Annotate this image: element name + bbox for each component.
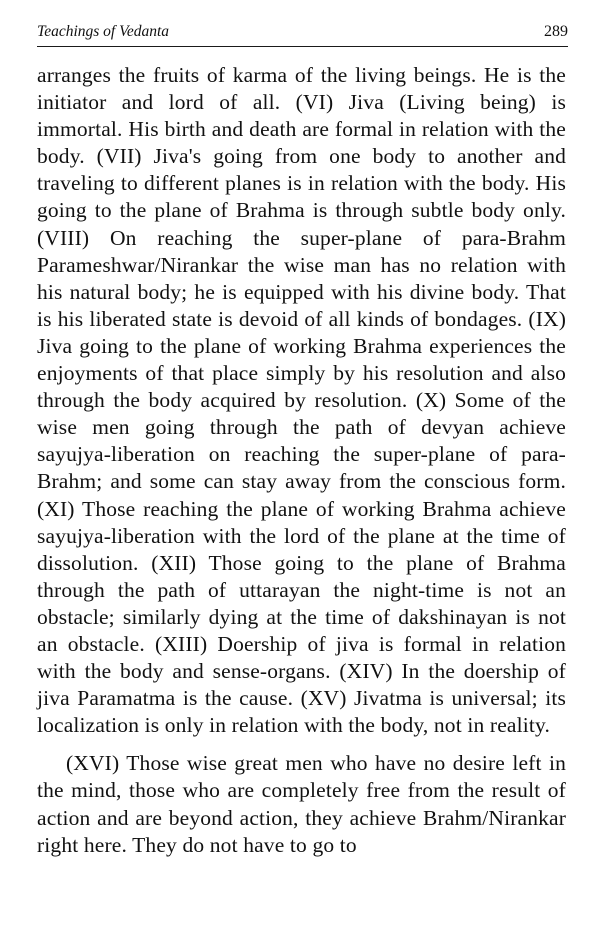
running-title: Teachings of Vedanta [37, 23, 170, 40]
paragraph: (XVI) Those wise great men who have no desire left in the mind, those who are completely free from the result of action and are beyond action, they achieve Brahm/Nirankar right here. They do not have to go to [37, 751, 566, 857]
body-text [37, 62, 566, 859]
running-header [37, 20, 568, 47]
paragraph: arranges the fruits of karma of the living beings. He is the initiator and lord of all. (VI) Jiva (Living being) is immortal. His birth and death are formal in relation with the body. (VII) Jiva's going from one body to another and traveling to different planes is in relation with the body. His going to the plane of Brahma is through subtle body only. (VIII) On reaching the super-plane of para-Brahm Parameshwar/Nirankar the wise man has no relation with his natural body; he is equipped with his divine body. That is his liberated state is devoid of all kinds of bondages. (IX) Jiva going to the plane of working Brahma experiences the enjoyments of that place simply by his resolution and also through the body acquired by resolution. (X) Some of the wise men going through the path of devyan achieve sayujya-liberation on reaching the super-plane of para-Brahm; and some can stay away from the conscious form. (XI) Those reaching the plane of working Brahma achieve sayujya-liberation with the lord of the plane at the time of dissolution. (XII) Those going to the plane of Brahma through the path of uttarayan the night-time is not an obstacle; similarly dying at the time of dakshinayan is not an obstacle. (XIII) Doership of jiva is formal in relation with the body and sense-organs. (XIV) In the doership of jiva Paramatma is the cause. (XV) Jivatma is universal; its localization is only in relation with the body, not in reality. [37, 63, 566, 738]
page-number: 289 [544, 23, 568, 40]
